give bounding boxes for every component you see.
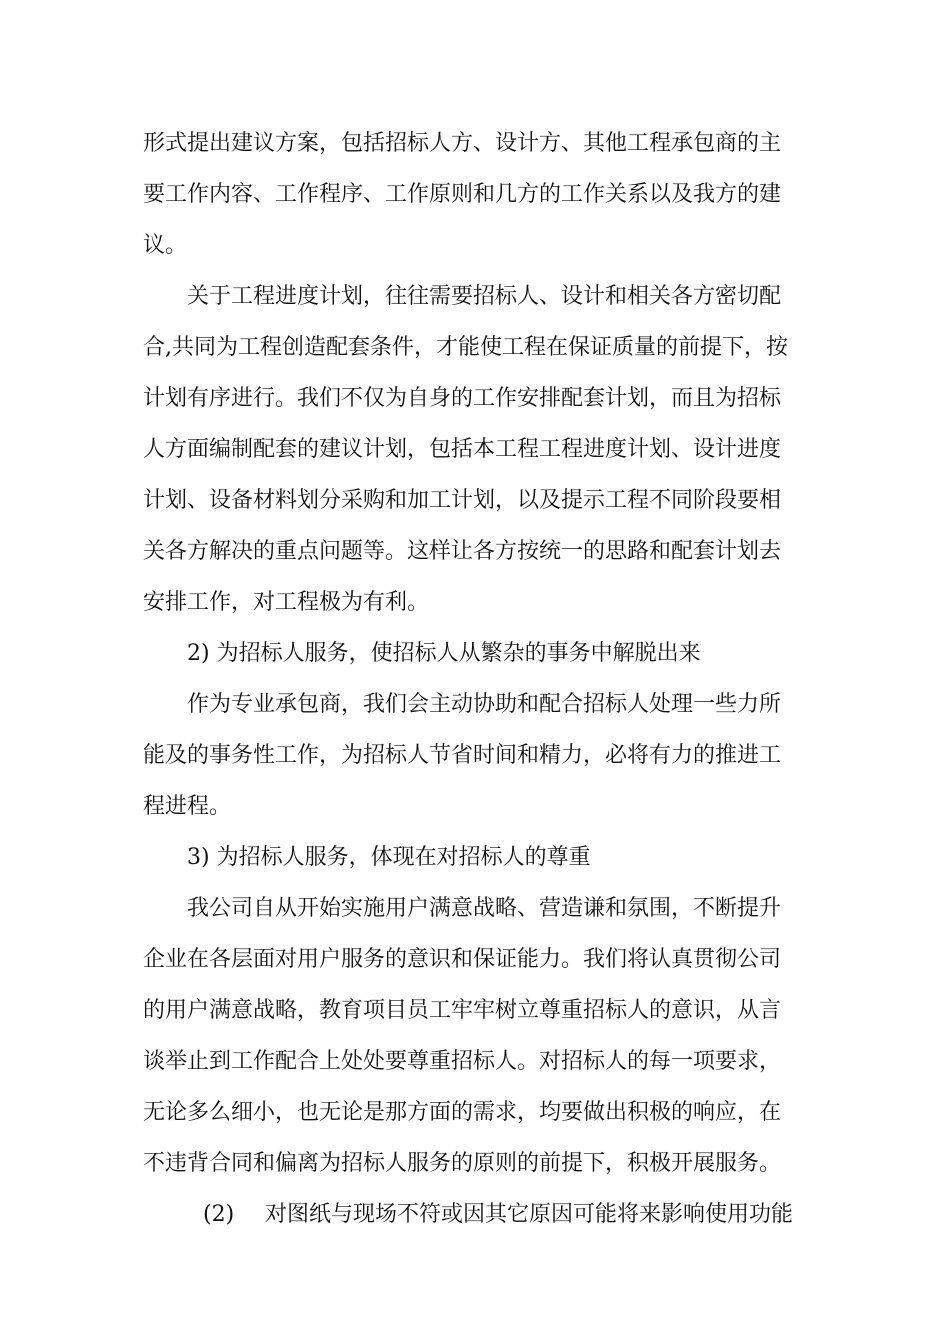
paragraph-respect bbox=[143, 883, 810, 1189]
section-heading-3: 3) 为招标人服务，体现在对招标人的尊重 bbox=[187, 845, 591, 870]
document-body bbox=[143, 118, 810, 1240]
text-line: 关各方解决的重点问题等。这样让各方按统一的思路和配套计划去 bbox=[143, 539, 782, 564]
paragraph-assist bbox=[143, 679, 810, 832]
text-line: 议。 bbox=[143, 233, 188, 258]
text-line: 要工作内容、工作程序、工作原则和几方的工作关系以及我方的建 bbox=[143, 182, 782, 207]
text-line: 合,共同为工程创造配套条件，才能使工程在保证质量的前提下，按 bbox=[143, 335, 788, 360]
text-line: 不违背合同和偏离为招标人服务的原则的前提下，积极开展服务。 bbox=[143, 1151, 782, 1176]
paragraph-proposal bbox=[143, 118, 810, 271]
text-line: 能及的事务性工作，为招标人节省时间和精力，必将有力的推进工 bbox=[143, 743, 782, 768]
subsection-title: 对图纸与现场不符或因其它原因可能将来影响使用功能 bbox=[265, 1202, 794, 1227]
text-line: 关于工程进度计划，往往需要招标人、设计和相关各方密切配 bbox=[187, 284, 782, 309]
text-line: 安排工作，对工程极为有利。 bbox=[143, 590, 430, 615]
text-line: 的用户满意战略，教育项目员工牢牢树立尊重招标人的意识，从言 bbox=[143, 998, 782, 1023]
text-line: 作为专业承包商，我们会主动协助和配合招标人处理一些力所 bbox=[187, 692, 782, 717]
text-line: 程进程。 bbox=[143, 794, 232, 819]
text-line: 形式提出建议方案，包括招标人方、设计方、其他工程承包商的主 bbox=[143, 131, 782, 156]
section-heading-2: 2) 为招标人服务，使招标人从繁杂的事务中解脱出来 bbox=[187, 641, 701, 666]
text-line: 我公司自从开始实施用户满意战略、营造谦和氛围，不断提升 bbox=[187, 896, 782, 921]
text-line: 计划、设备材料划分采购和加工计划，以及提示工程不同阶段要相 bbox=[143, 488, 782, 513]
text-line: 无论多么细小，也无论是那方面的需求，均要做出积极的响应，在 bbox=[143, 1100, 782, 1125]
text-line: 人方面编制配套的建议计划，包括本工程工程进度计划、设计进度 bbox=[143, 437, 782, 462]
text-line: 企业在各层面对用户服务的意识和保证能力。我们将认真贯彻公司 bbox=[143, 947, 782, 972]
text-line: 计划有序进行。我们不仅为自身的工作安排配套计划，而且为招标 bbox=[143, 386, 782, 411]
subsection-heading bbox=[143, 1189, 810, 1240]
paragraph-schedule bbox=[143, 271, 810, 628]
text-line: 谈举止到工作配合上处处要尊重招标人。对招标人的每一项要求， bbox=[143, 1049, 782, 1074]
subsection-number: (2) bbox=[203, 1202, 235, 1227]
